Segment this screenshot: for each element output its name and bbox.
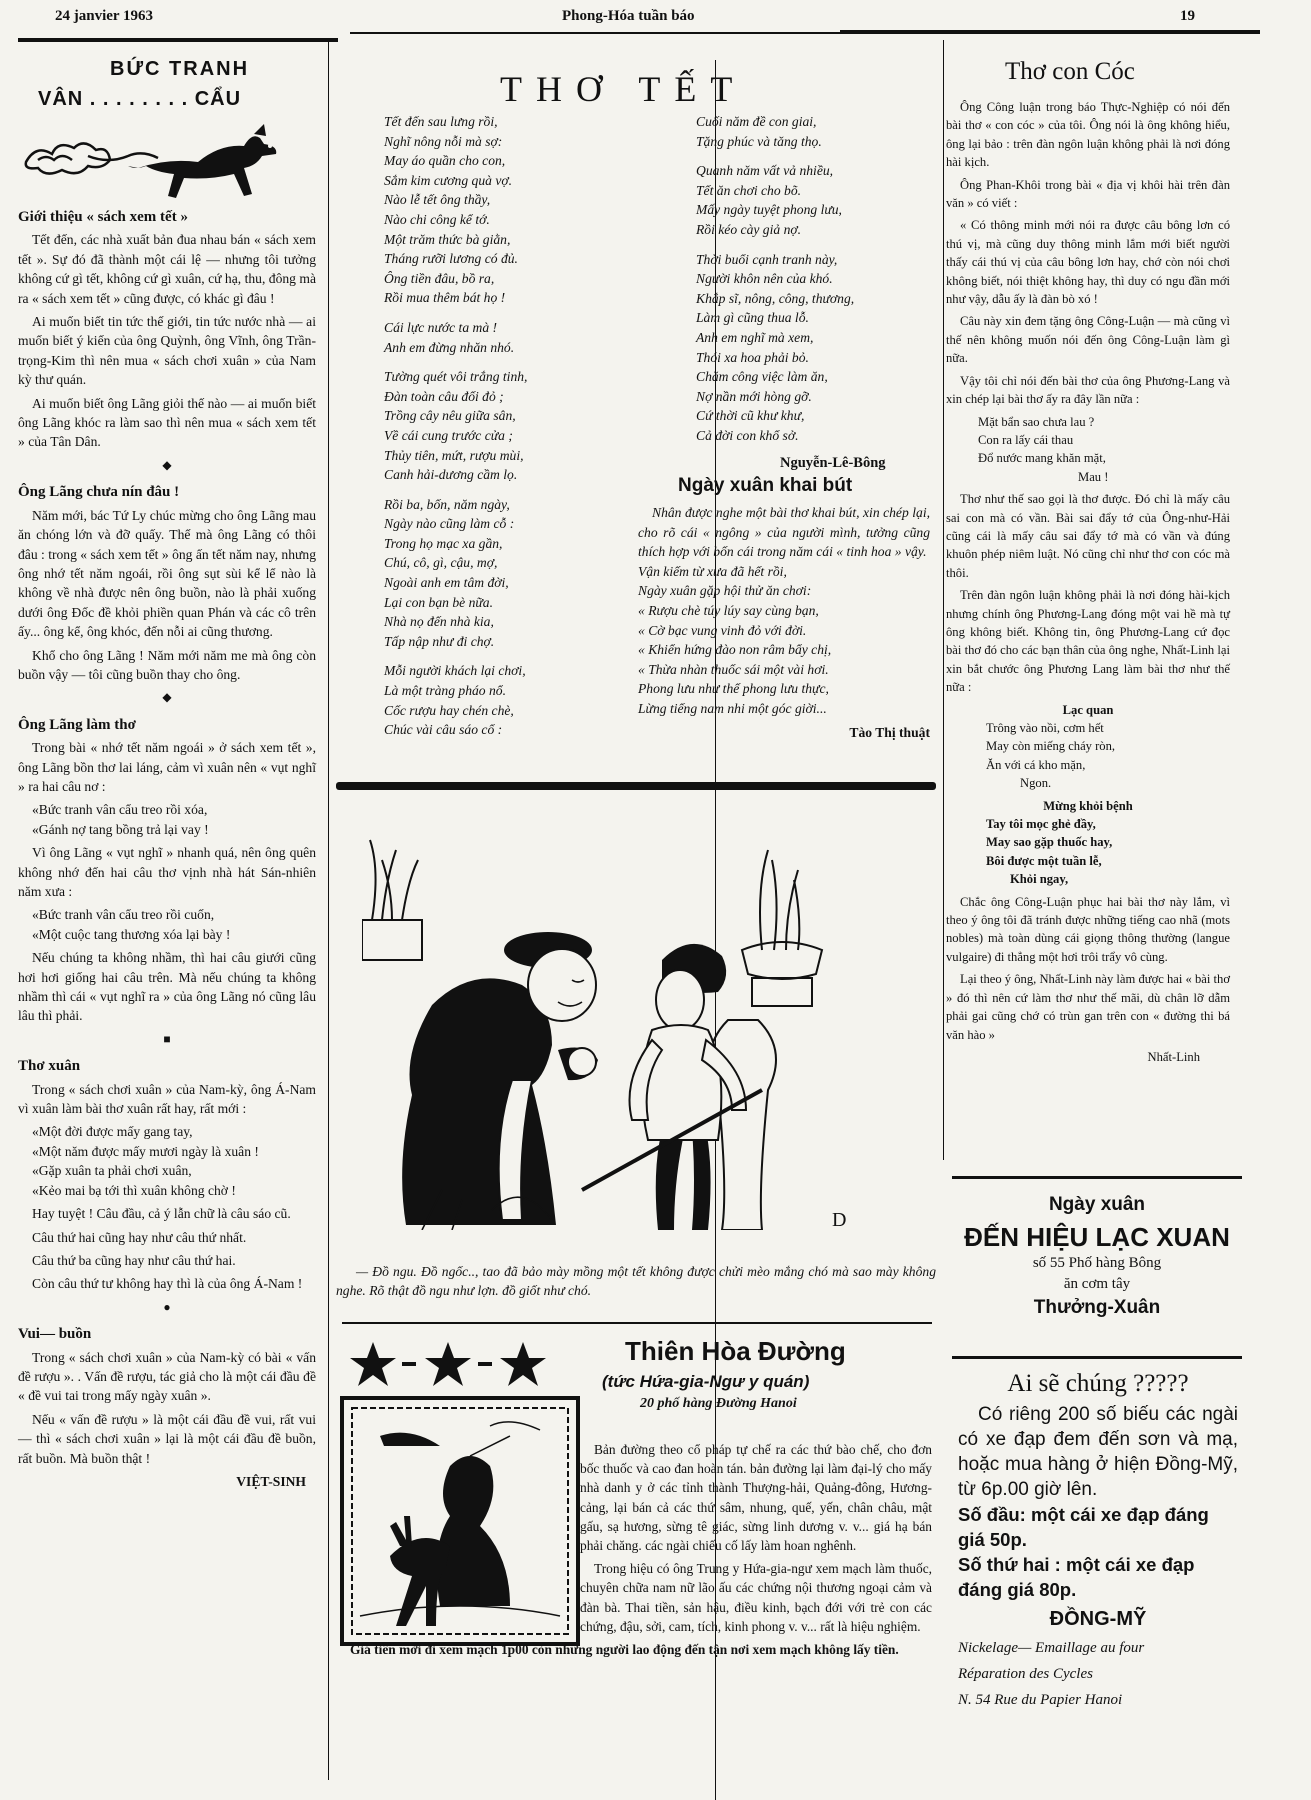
- poem-line: May còn miếng cháy ròn,: [986, 739, 1116, 754]
- poem-line: Rồi mua thêm bát họ !: [384, 290, 506, 306]
- paragraph: Câu thứ hai cũng hay như câu thứ nhất.: [32, 1229, 247, 1245]
- paragraph: Trong « sách chơi xuân » của Nam-kỳ, ông Á-Nam vì xuân làm bài thơ xuân rất hay, rất mới :: [18, 1081, 316, 1117]
- ad-dong-my-first-label: Số đầu:: [958, 1504, 1026, 1525]
- poem-line: Người khôn nên của khó.: [696, 271, 833, 287]
- dot-separator: ●: [163, 1299, 171, 1314]
- poem-line: « Cờ bạc vung vinh đỏ với đời.: [638, 622, 807, 638]
- quote-line: «Gánh nợ tang bồng trả lại vay !: [32, 821, 209, 837]
- quote-line: «Gặp xuân ta phải chơi xuân,: [32, 1163, 192, 1179]
- quote-line: «Một năm được mấy mươi ngày là xuân !: [32, 1143, 259, 1159]
- paragraph: Vậy tôi chỉ nói đến bài thơ của ông Phương-Lang và xin chép lại bài thơ ấy ra đây lần nữa :: [946, 373, 1230, 407]
- paragraph: Trên đàn ngôn luận không phải là nơi đóng hài-kịch nhưng chính ông Phương-Lang đóng một vai hề mà tự ông không biết. Không tin, ông Phương-Lang cứ đọc bài thơ đó cho các bạn thân của ông nghe, Nhất-Linh lại xin bắt chước ông Phương Lang làm bài thơ như thế nữa :: [946, 588, 1230, 695]
- paragraph: Năm mới, bác Tứ Ly chúc mừng cho ông Lãng mau ăn chóng lớn và đỡ quấy. Thế mà ông Lãng có thôi đâu : trong « sách xem tết » ông ấn tết năm nay, nhưng ông nhớ tết năm ngoái, rồi ông sụt sùi kể lể nào là không về nhà được nên ông buồn, nào là phải xuống dưới ông Đốc đề khỏi phiền quan Phán và các cô trên ấy... ông kể, ông khóc, đến nỗi ai cũng thương.: [18, 507, 316, 640]
- poem-line: Lừng tiếng nam nhi một góc giời...: [638, 700, 827, 716]
- stanza-gap: [384, 357, 604, 367]
- khai-but-block: [638, 503, 930, 742]
- paragraph: Thơ như thế sao gọi là thơ được. Đó chỉ là mấy câu sai con mà có vần. Bài sai đẩy tớ của Ông-như-Hải cũng cái là mấy câu sai đẩy tớ mà có vần và đúng khuôn phép niêm luật. Nó cũng chỉ như thơ con cóc mà thôi.: [946, 492, 1230, 580]
- paragraph: Lại theo ý ông, Nhất-Linh này làm được hai « bài thơ » đó thì nên cứ làm thơ như thế mãi, dù chân lỡ dẫm phải gai cũng chớ có trùn gan trên con « đường thi bá văn hào »: [946, 972, 1230, 1042]
- poem-left-column: [384, 112, 604, 740]
- ad-dong-my-second-text: một cái xe đạp đáng giá 80p.: [958, 1554, 1195, 1600]
- poem-line: Thói xa hoa phải bỏ.: [696, 349, 809, 365]
- poem-line: Cái lực nước ta mà !: [384, 319, 498, 335]
- poem-line: Chú, cô, gì, cậu, mợ,: [384, 555, 498, 571]
- poem-line: May sao gặp thuốc hay,: [986, 835, 1113, 850]
- poem-line: Nào chi công kể tớ.: [384, 211, 490, 227]
- poem-line: Con ra lấy cái thau: [978, 432, 1074, 447]
- poem-line: Tết ăn chơi cho bõ.: [696, 182, 802, 198]
- ad-lac-xuan-line2: ĐẾN HIỆU LẠC XUAN: [964, 1222, 1230, 1252]
- poem-line: Về cái cung trước cửa ;: [384, 427, 513, 443]
- poem-line: Trông vào nồi, cơm hết: [986, 721, 1104, 735]
- paragraph: Ông Phan-Khôi trong bài « địa vị khôi hài trên đàn văn » có viết :: [946, 177, 1230, 211]
- poem-line: Canh hải-dương cầm lọ.: [384, 467, 518, 483]
- diamond-separator: ◆: [162, 690, 172, 705]
- ad-thien-hoa-subtitle: (tức Hứa-gia-Ngư y quán): [602, 1372, 810, 1391]
- khai-but-lines: [638, 562, 930, 719]
- poem-line: Trồng cây nêu giữa sân,: [384, 408, 516, 424]
- poem-line: Nào lễ tết ông thầy,: [384, 192, 491, 208]
- poem-mung-khoi-benh: [986, 815, 1230, 889]
- poem-line: Cốc rượu hay chén chè,: [384, 702, 514, 718]
- khai-but-intro: Nhân được nghe một bài thơ khai bút, xin chép lại, cho rõ cái « ngông » của người mình, tưởng cũng thích hợp với bốn cái trong năm cái « tinh hoa » vậy.: [638, 505, 930, 560]
- khai-but-title: Ngày xuân khai bút: [678, 475, 853, 496]
- poem-line: Cứ thời cũ khư khư,: [696, 408, 805, 424]
- paragraph: Trong bài « nhớ tết năm ngoái » ở sách xem tết », ông Lãng bồn thơ lai láng, cảm vì xuân nên « vụt nghĩ » ra hai câu nơ :: [18, 740, 316, 794]
- poem-line: Khỏi ngay,: [1010, 872, 1069, 887]
- paragraph: Khổ cho ông Lãng ! Năm mới năm me mà ông còn buồn vậy — tôi cũng buồn thay cho ông.: [18, 647, 316, 682]
- quote-line: «Kẻo mai bạ tới thì xuân không chờ !: [32, 1182, 236, 1198]
- ad-thien-hoa-body: [336, 1440, 932, 1663]
- paragraph: Hay tuyệt ! Câu đầu, cả ý lẫn chữ là câu sáo cũ.: [32, 1206, 291, 1222]
- poem-line: Tháng rưỡi lương có đủ.: [384, 251, 518, 267]
- star-row-icon: [348, 1340, 548, 1390]
- poem-line: Là một tràng pháo nổ.: [384, 683, 506, 699]
- poem-line: Mấy ngày tuyệt phong lưu,: [696, 202, 842, 218]
- diamond-separator: ◆: [162, 457, 172, 472]
- poem-line: Khắp sĩ, nông, công, thương,: [696, 290, 855, 306]
- poem-signature: Nguyễn-Lê-Bông: [780, 455, 886, 471]
- artist-monogram: D: [832, 1209, 847, 1230]
- poem-line: Anh em nghĩ mà xem,: [696, 329, 814, 345]
- poem-line: Tết đến sau lưng rồi,: [384, 114, 498, 129]
- ad-dong-my-french-1: Nickelage— Emaillage au four: [958, 1640, 1145, 1656]
- poem-line: Tặng phúc và tăng thọ.: [696, 133, 822, 149]
- signature: VIỆT-SINH: [236, 1473, 306, 1489]
- ad-dong-my-body: Có riêng 200 số biếu các ngài có xe đạp đem đến sơn và mạ, hoặc mua hàng ở hiện Đồng-Mỹ, từ 6p.00 giờ lên.: [958, 1404, 1238, 1500]
- poem-phuong-lang: [978, 413, 1230, 487]
- stanza-gap: [696, 151, 936, 161]
- poem-line: Vận kiếm từ xưa đã hết rồi,: [638, 563, 787, 579]
- poem-line: « Khiển hứng đào non râm bẩy chị,: [638, 642, 832, 658]
- section-title-lam-tho: Ông Lãng làm thơ: [18, 716, 136, 733]
- poem-line: Rồi ba, bốn, năm ngày,: [384, 496, 510, 512]
- column-divider-left: [328, 40, 329, 1780]
- poem-line: Đổ nước mang khăn mặt,: [978, 451, 1106, 466]
- right-rule-2: [952, 1356, 1242, 1359]
- right-column-text: [946, 98, 1230, 1066]
- cloud-dog-illustration: [18, 112, 318, 202]
- middle-bottom-rule: [342, 1322, 932, 1324]
- poem-line: Ông tiền đâu, bồ ra,: [384, 270, 495, 286]
- poem-line: Một trăm thức bà giằn,: [384, 231, 511, 247]
- poem-line: Bôi được một tuần lễ,: [986, 853, 1102, 868]
- poem-line: Quanh năm vất vả nhiều,: [696, 163, 834, 179]
- poem-line: Anh em đừng nhăn nhó.: [384, 339, 515, 355]
- section-title-gioi-thieu: Giới thiệu « sách xem tết »: [18, 209, 188, 225]
- paragraph: Ai muốn biết ông Lãng giỏi thế nào — ai muốn biết ông Lãng khóc ra làm sao thì nên mua « sách xem tết » của Tân Dân.: [18, 395, 316, 450]
- poem-mung-khoi-benh-title: Mừng khỏi bệnh: [1043, 798, 1133, 813]
- quote-line: «Bức tranh vân cẩu treo rồi cuốn,: [32, 907, 215, 923]
- stanza-gap: [384, 651, 604, 661]
- quote-line: «Bức tranh vân cẩu treo rồi xóa,: [32, 802, 208, 818]
- ad-dong-my-french-3: N. 54 Rue du Papier Hanoi: [958, 1692, 1123, 1708]
- ad-paragraph: Trong hiệu có ông Trung y Hứa-gia-ngư xem mạch làm thuốc, chuyên chữa nam nữ lão ấu các chứng nội thương ngoại cảm và đàn bà. Thai tiền, sản hậu, điều kinh, bạch đới với trẻ con các chứng, đậu, sởi, cam, tích, kinh phong v. v... rất là hiệu nghiệm.: [580, 1561, 932, 1634]
- left-title-bottom: VÂN . . . . . . . . CẨU: [38, 88, 242, 110]
- poem-line: « Rượu chè túy lúy say cùng bạn,: [638, 602, 819, 618]
- poem-line: May áo quần cho con,: [384, 153, 506, 169]
- ad-lac-xuan-line3: số 55 Phố hàng Bông: [1032, 1255, 1162, 1271]
- poem-line: Cả đời con khổ sở.: [696, 427, 799, 443]
- poem-line: Đàn toàn câu đối đỏ ;: [384, 388, 504, 404]
- left-heading: [18, 52, 318, 202]
- paragraph: Nếu « vấn đề rượu » là một cái đầu đề vui, rất vui — thì « sách chơi xuân » lại là một cái đầu đề buồn, rất buồn. Mà buồn thật !: [18, 1411, 316, 1466]
- ad-thien-hoa-address: 20 phố hàng Đường Hanoi: [640, 1396, 797, 1411]
- poem-line: Ngoài anh em tâm đời,: [384, 575, 509, 591]
- section-title-tho-xuan: Thơ xuân: [18, 1058, 81, 1075]
- stanza-gap: [384, 308, 604, 318]
- paragraph: Câu này xin đem tặng ông Công-Luận — mà cũng vì thế nên không muốn nói đến ông Công-Luận làm gì nữa.: [946, 314, 1230, 366]
- poem-line: Tay tôi mọc ghẻ đầy,: [986, 817, 1096, 832]
- poem-line: Phong lưu như thế phong lưu thực,: [638, 681, 829, 697]
- ad-dong-my-first-text: một cái xe đạp đáng giá 50p.: [958, 1504, 1209, 1550]
- poem-line: Sắm kim cương quà vợ.: [384, 172, 513, 188]
- poem-line: Làm gì cũng thua lỗ.: [696, 310, 809, 326]
- quote-line: «Một cuộc tang thương xóa lại bày !: [32, 926, 231, 942]
- paragraph: Vì ông Lãng « vụt nghĩ » nhanh quá, nên ông quên không nhớ đến hai câu thơ vịnh nhà hát Sán-nhiên năm xưa :: [18, 845, 316, 899]
- ad-paragraph: Giá tiền mời đi xem mạch 1p00 còn những người lao động đến tận nơi xem mạch không lấy tiền.: [350, 1642, 899, 1658]
- poem-right-column: [696, 112, 936, 446]
- poem-line: Tường quét vôi trắng tinh,: [384, 369, 528, 385]
- paper-name: Phong-Hóa tuần báo: [562, 8, 695, 24]
- poem-lac-quan-title: Lạc quan: [1062, 702, 1114, 717]
- middle-thick-rule: [336, 782, 936, 790]
- page-number: 19: [1180, 8, 1195, 24]
- issue-date: 24 janvier 1963: [55, 8, 154, 24]
- ad-dong-my-brand: ĐỒNG-MỸ: [1049, 1608, 1147, 1630]
- right-rule: [952, 1176, 1242, 1179]
- poem-line: Thời buổi cạnh tranh này,: [696, 251, 838, 267]
- stanza-gap: [384, 485, 604, 495]
- poem-line: Tấp nập như đi chợ.: [384, 633, 495, 649]
- poem-line: Thủy tiên, mứt, rượu mùi,: [384, 447, 524, 463]
- poem-lac-quan: [986, 719, 1230, 793]
- poem-line: Nhà nọ đến nhà kia,: [384, 614, 494, 630]
- poem-line: Chăm công việc làm ăn,: [696, 369, 828, 385]
- ad-dong-my-french-2: Réparation des Cycles: [958, 1666, 1093, 1682]
- section-title-ong-lang: Ông Lãng chưa nín đâu !: [18, 484, 180, 501]
- poem-line: Chúc vài câu sáo cổ :: [384, 722, 503, 738]
- ad-dong-my-second-label: Số thứ hai :: [958, 1554, 1061, 1575]
- khai-but-signature: Tào Thị thuật: [849, 724, 930, 740]
- header-rule-right: [840, 30, 1260, 34]
- ad-dong-my-first: [958, 1502, 1238, 1552]
- poem-line: Cuối năm đề con giai,: [696, 114, 817, 129]
- signature: Nhất-Linh: [1147, 1049, 1200, 1064]
- ad-lac-xuan-line4: ăn cơm tây: [1063, 1276, 1131, 1292]
- ad-lac-xuan: [952, 1194, 1242, 1319]
- ad-lac-xuan-line5: Thưởng-Xuân: [1033, 1297, 1161, 1318]
- poem-line: Trong họ mạc xa gần,: [384, 535, 503, 551]
- paragraph: Ông Công luận trong báo Thực-Nghiệp có nói đến bài thơ « con cóc » của tôi. Ông nói là ông không hiểu, ông lại bảo : trên đàn ngôn luận không phải là nơi đóng hài kịch.: [946, 100, 1230, 170]
- poem-line: Mỗi người khách lại chơi,: [384, 663, 526, 679]
- section-title-vui-buon: Vui— buồn: [18, 1326, 92, 1343]
- ad-dong-my-second: [958, 1552, 1238, 1602]
- quote-line: «Một đời được mấy gang tay,: [32, 1124, 193, 1140]
- left-title-top: BỨC TRANH: [110, 58, 250, 80]
- paragraph: Câu thứ ba cũng hay như câu thứ hai.: [32, 1252, 236, 1268]
- poem-line: Mặt bẩn sao chưa lau ?: [978, 414, 1095, 429]
- poem-line: Ngày xuân gặp hội thử ăn chơi:: [638, 583, 812, 599]
- paragraph: Tết đến, các nhà xuất bản đua nhau bán « sách xem tết ». Sự đó đã thành một cái lệ — nhưng tôi tưởng không cứ gì tết, không cứ gì xuân, cứ hạ, thu, đông mà ra « sách xem tết » cũng được, có khác gì đâu !: [18, 232, 316, 306]
- ad-thien-hoa-title: Thiên Hòa Đường: [625, 1336, 846, 1366]
- column-divider-right: [943, 40, 944, 1160]
- paragraph: Ai muốn biết tin tức thế giới, tin tức nước nhà — ai muốn biết ý kiến của ông Quỳnh, ông Vĩnh, ông Trần-trọng-Kim thì nên mua « sách chơi xuân » của Nam kỳ thư quán.: [18, 314, 316, 388]
- ad-lac-xuan-line1: Ngày xuân: [1048, 1194, 1146, 1215]
- poem-line: Ngon.: [1020, 776, 1052, 791]
- cartoon-illustration: [362, 830, 922, 1230]
- poem-line: « Thừa nhàn thuốc sái một vài hơi.: [638, 661, 829, 677]
- poem-line: Ngày nào cũng làm cỗ :: [384, 516, 515, 532]
- poem-line: Mau !: [1078, 469, 1109, 484]
- left-column-text: [18, 200, 316, 1491]
- poem-line: Ăn với cá kho mặn,: [986, 757, 1086, 772]
- square-separator: ■: [163, 1031, 171, 1046]
- stanza-gap: [696, 240, 936, 250]
- paragraph: Nếu chúng ta không nhầm, thì hai câu giưới cũng hơi hơi giống hai câu trên. Mà nếu chúng ta không nhầm thì cái « vụt nghĩ ra » của ông Lãng nó cũng lâu lâu thì phải.: [18, 950, 316, 1024]
- poem-line: Lại con bạn bè nữa.: [384, 594, 493, 610]
- ad-dong-my: [958, 1370, 1238, 1713]
- ad-dong-my-title: Ai sẽ chúng ?????: [1007, 1370, 1189, 1397]
- paragraph: Chắc ông Công-Luận phục hai bài thơ này lắm, vì theo ý ông tôi đã tránh được những tiếng cao nhã (mots nobles) mà toàn dùng cái giọng thông thường (langue vulgaire) đi thẳng một hơi trôi trẩy vô cùng.: [946, 894, 1230, 964]
- paragraph: Còn câu thứ tư không hay thì là của ông Á-Nam !: [32, 1276, 303, 1292]
- poem-line: Rồi kéo cày giả nợ.: [696, 221, 802, 237]
- paragraph: Trong « sách chơi xuân » của Nam-kỳ có bài « vấn đề rượu ». . Vấn đề rượu, tác giả cho là một cái đầu đề « đề vui tai trong mấy ngày xuân ».: [18, 1349, 316, 1404]
- cartoon-caption: — Đồ ngu. Đồ ngốc.., tao đã bảo mày mồng một tết không được chửi mèo mắng chó mà sao mày không nghe. Rõ thật đồ ngu như lợn. đồ giốt như chó.: [336, 1264, 936, 1299]
- tho-con-coc-title: Thơ con Cóc: [1005, 58, 1135, 85]
- header-rule-left: [18, 38, 338, 42]
- poem-line: Nợ nần mới hòng gỡ.: [696, 388, 812, 404]
- header-rule-middle: [350, 32, 840, 34]
- ad-paragraph: Bản đường theo cổ pháp tự chế ra các thứ bào chế, cho đơn bốc thuốc và cao đan hoàn tán. bản đường lại làm đại-lý cho mấy nhà danh y ở các tỉnh thành Thượng-hải, Quảng-đông, Hương-cảng, lại bán cả các thứ sâm, nhung, quế, yến, chân châu, mật gấu, sạ hương, sừng tê giác, sừng linh dương v. v... giá hạ bán phải chăng. các ngài chiếu cố lấy làm hoan nghênh.: [580, 1442, 932, 1554]
- paragraph: « Có thông minh mới nói ra được câu bông lơn có thú vị, mà cũng duy thông minh lắm mới biết người thấy cái thú vị của câu bông lơn hay, chớ còn nói chơi không biết, nói thiệt không hay, thì duy có ngu đần mới như vậy, dẫu ấy là đàn bò xó !: [946, 218, 1230, 307]
- tho-tet-title: THƠ TẾT: [500, 69, 747, 109]
- poem-line: Nghĩ nông nỗi mà sợ:: [384, 133, 503, 149]
